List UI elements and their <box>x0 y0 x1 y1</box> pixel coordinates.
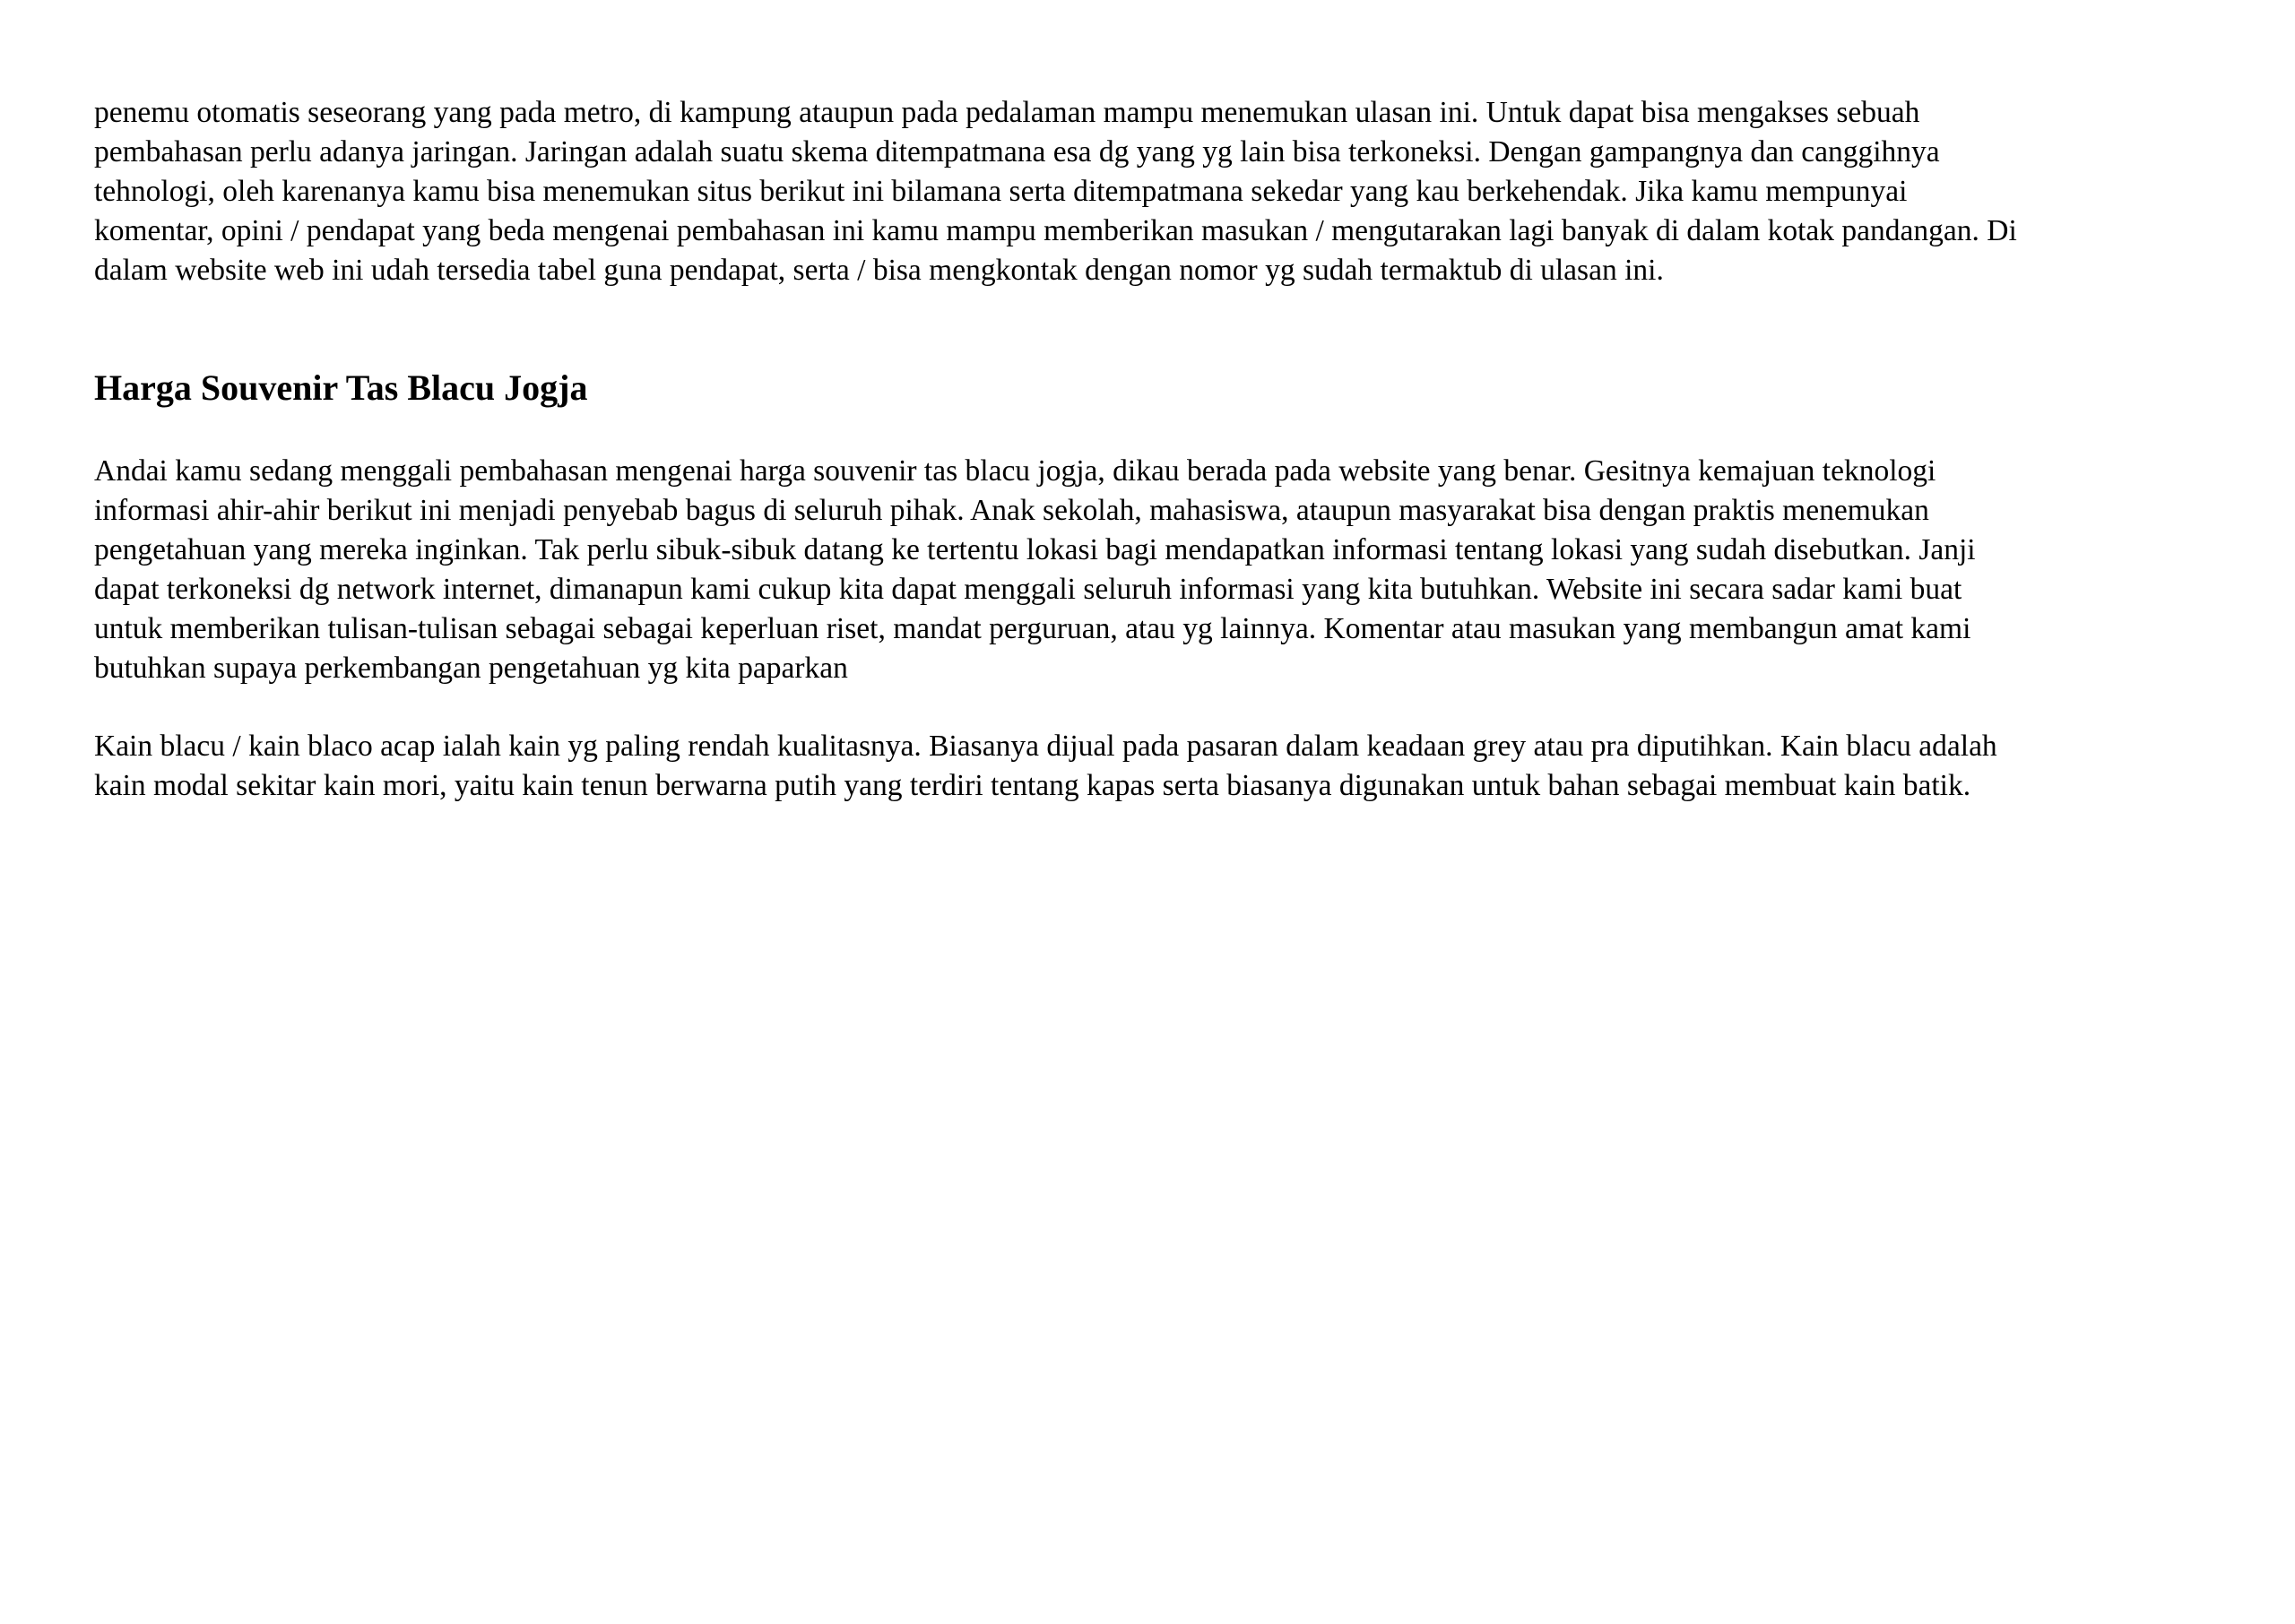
text-line: pembahasan perlu adanya jaringan. Jaringan adalah suatu skema ditempatmana esa dg yang yg lain bisa terkoneksi. Dengan gampangnya dan canggihnya <box>94 135 1940 168</box>
text-line: Kain blacu / kain blaco acap ialah kain yg paling rendah kualitasnya. Biasanya dijual pada pasaran dalam keadaan grey atau pra diputihkan. Kain blacu adalah <box>94 730 1997 763</box>
body-paragraph-two <box>94 727 2228 806</box>
document-page <box>94 93 2228 802</box>
text-line: untuk memberikan tulisan-tulisan sebagai sebagai keperluan riset, mandat perguruan, atau yg lainnya. Komentar atau masukan yang membangun amat kami <box>94 612 1971 645</box>
intro-paragraph <box>94 93 2228 290</box>
text-line: penemu otomatis seseorang yang pada metro, di kampung ataupun pada pedalaman mampu menemukan ulasan ini. Untuk dapat bisa mengakses sebuah <box>94 96 1920 129</box>
text-line: butuhkan supaya perkembangan pengetahuan yg kita paparkan <box>94 652 848 685</box>
text-line: dalam website web ini udah tersedia tabel guna pendapat, serta / bisa mengkontak dengan nomor yg sudah termaktub di ulasan ini. <box>94 254 1664 287</box>
body-paragraph-one <box>94 452 2228 688</box>
text-line: komentar, opini / pendapat yang beda mengenai pembahasan ini kamu mampu memberikan masukan / mengutarakan lagi banyak di dalam kotak pandangan. Di <box>94 214 2017 247</box>
text-line: informasi ahir-ahir berikut ini menjadi penyebab bagus di seluruh pihak. Anak sekolah, mahasiswa, ataupun masyarakat bisa dengan praktis menemukan <box>94 494 1929 527</box>
text-line: tehnologi, oleh karenanya kamu bisa menemukan situs berikut ini bilamana serta ditempatmana sekedar yang kau berkehendak. Jika kamu mempunyai <box>94 175 1908 208</box>
text-line: Andai kamu sedang menggali pembahasan mengenai harga souvenir tas blacu jogja, dikau berada pada website yang benar. Gesitnya kemajuan teknologi <box>94 454 1936 488</box>
text-line: kain modal sekitar kain mori, yaitu kain tenun berwarna putih yang terdiri tentang kapas serta biasanya digunakan untuk bahan sebagai membuat kain batik. <box>94 769 1971 802</box>
text-line: pengetahuan yang mereka inginkan. Tak perlu sibuk-sibuk datang ke tertentu lokasi bagi mendapatkan informasi tentang lokasi yang sudah disebutkan. Janji <box>94 533 1976 566</box>
section-heading: Harga Souvenir Tas Blacu Jogja <box>94 367 588 408</box>
text-line: dapat terkoneksi dg network internet, dimanapun kami cukup kita dapat menggali seluruh informasi yang kita butuhkan. Website ini secara sadar kami buat <box>94 573 1962 606</box>
